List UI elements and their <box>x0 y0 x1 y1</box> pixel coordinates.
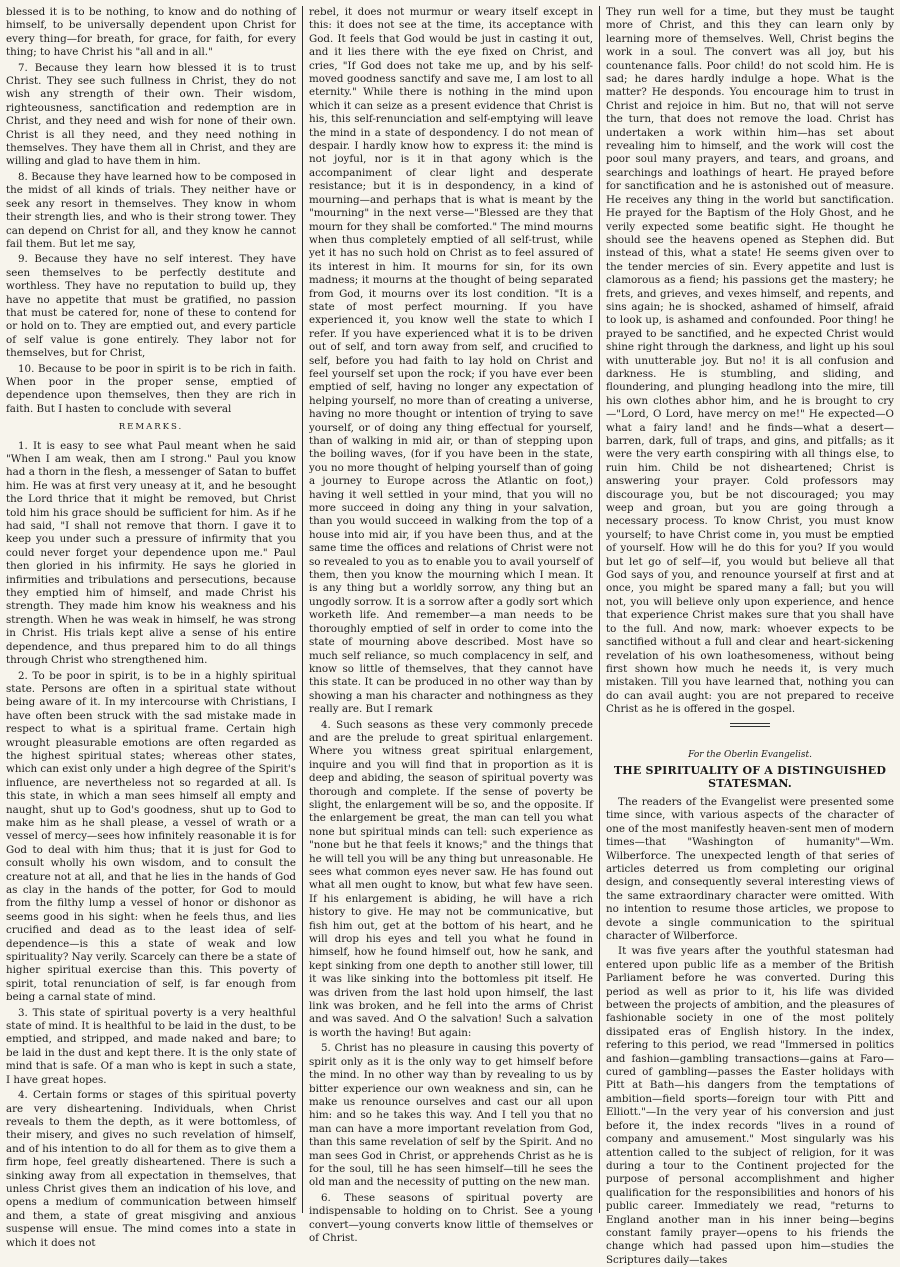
section-separator <box>730 723 770 727</box>
paragraph: They run well for a time, but they must be taught more of Christ, and this they can learn only by learning more of themselves. Well, Christ begins the work in a soul. The convert was all joy, but his countenance falls. Poor child! do not scold him. He is sad; he dares hardly indulge a hope. What is the matter? He desponds. You encourage him to trust in Christ and rejoice in him. But no, that will not serve the turn, that does not remove the load. Christ has undertaken a work within him—has set about revealing him to himself, and the work will cost the poor soul many prayers, and tears, and groans, and searchings and loathings of heart. He prayed before for sanctification and he is astonished out of measure. He receives any thing in the world but sanctification. He prayed for the Baptism of the Holy Ghost, and he verily expected some beatific sight. He thought he should see the heavens opened as Stephen did. But instead of this, what a state! He seems given over to the tender mercies of sin. Every appetite and lust is clamorous as a fiend; his passions get the mastery; he frets, and grieves, and vexes himself, and repents, and sins again; he is shocked, ashamed of himself, afraid to look up, is ashamed and confounded. Poor thing! he prayed to be sanctified, and he expected Christ would shine right through the darkness, and light up his soul with unutterable joy. But no! it is all confusion and darkness. He is stumbling, and sliding, and floundering, and plunging headlong into the mire, till his own clothes abhor him, and he is brought to cry—"Lord, O Lord, have mercy on me!" He expected—O what a fairy land! and he finds—what a desert—barren, dark, full of traps, and gins, and pitfalls; as it were the very earth conspiring with all things else, to ruin him. Child be not disheartened; Christ is answering your prayer. Cold professors may discourage you, but be not discouraged; you may weep and groan, but you are going through a necessary process. To know Christ, you must know yourself; to have Christ come in, you must be emptied of yourself. How will he do this for you? If you would but let go of self—if, you would but believe all that God says of you, and renounce yourself at first and at once, you might be spared many a fall; but you will not, you will believe only upon experience, and hence that experience Christ makes sure that you shall have to the full. And now, mark: whoever expects to be sanctified without a full and clear and heart-sickening revelation of his own loathesomeness, without being first shown how much he needs it, is very much mistaken. Till you have learned that, nothing you can do can avail aught: you are not prepared to receive Christ as he is offered in the gospel. <box>606 6 894 716</box>
remarks-heading: REMARKS. <box>118 422 184 433</box>
paragraph: 5. Christ has no pleasure in causing this poverty of spirit only as it is the only way to get himself before the mind. In no other way than by revealing to us by bitter experience our own weakness and sin, can he make us renounce ourselves and cast our all upon him: and so he takes this way. And I tell you that no man can have a more important revelation from God, than this same revelation of self by the Spirit. And no man sees God in Christ, or apprehends Christ as he is for the soul, till he has seen himself—till he sees the old man and the necessity of putting on the new man. <box>308 1042 593 1189</box>
paragraph: blessed it is to be nothing, to know and do nothing of himself, to be universally dependent upon Christ for every thing—for breath, for grace, for faith, for every thing; to have Christ his "all and in all." <box>6 6 296 59</box>
paragraph: 8. Because they have learned how to be composed in the midst of all kinds of trials. They neither have or seek any resort in themselves. They know in whom their strength lies, and who is their strong tower. They can depend on Christ for all, and they know he cannot fail them. But let me say, <box>6 170 296 250</box>
paragraph: 4. Certain forms or stages of this spiritual poverty are very disheartening. Individuals, when Christ reveals to them the depth, as it were bottomless, of their misery, and gives no such revelation of himself, and of his intention to do all for them as to give them a firm hope, feel greatly disheartened. There is such a sinking away from all expectation in themselves, that unless Christ gives them an indication of his love, and opens a medium of communication between himself and them, a state of great misgiving and anxious suspense will ensue. The mind comes into a state in which it does not <box>6 1089 296 1249</box>
paragraph: 7. Because they learn how blessed it is to trust Christ. They see such fullness in Christ, they do not wish any strength of their own. Their wisdom, righteousness, sanctification and redemption are in Christ, and they need and wish for none of their own. Christ is all they need, and they need nothing in themselves. They have them all in Christ, and they are willing and glad to have them in him. <box>6 61 296 168</box>
column-1 <box>6 6 302 1249</box>
paragraph: 9. Because they have no self interest. They have seen themselves to be perfectly destitute and worthless. They have no reputation to build up, they have no appetite that must be gratified, no passion that must be catered for, none of these to contend for or hold on to. They are emptied out, and every particle of self value is gone entirely. They labor not for themselves, but for Christ, <box>6 253 296 360</box>
paragraph: 6. These seasons of spiritual poverty are indispensable to holding on to Christ. See a young convert—young converts know little of themselves or of Christ. <box>308 1191 593 1244</box>
column-2 <box>303 6 599 1244</box>
paragraph: 2. To be poor in spirit, is to be in a highly spiritual state. Persons are often in a spiritual state without being aware of it. In my intercourse with Christians, I have often been struck with the sad mistake made in respect to what is a spiritual frame. Certain high wrought pleasurable emotions are often regarded as the highest spiritual states; whereas other states, which can exist only under a high degree of the Spirit's influence, are nevertheless not so regarded at all. Is this state, in which a man sees himself all empty and naught, shut up to God's goodness, shut up to God to make him as he shall please, a vessel of wrath or a vessel of mercy—sees how infinitely reasonable it is for God to deal with him thus; that it is just for God to consult wholly his own wisdom, and to consult the creature not at all, and that he lies in the hands of God as clay in the hands of the potter, for God to mould from the filthy lump a vessel of honor or dishonor as seems good in his sight: when he feels thus, and lies crucified and dead as to the least idea of self-dependence—is this a state of weak and low spirituality? Nay verily. Scarcely can there be a state of higher spiritual exercise than this. This poverty of spirit, total renunciation of self, is far enough from being a carnal state of mind. <box>6 669 296 1004</box>
paragraph: rebel, it does not murmur or weary itself except in this: it does not see at the time, its acceptance with God. It feels that God would be just in casting it out, and it lies there with the eye fixed on Christ, and cries, "If God does not take me up, and by his self-moved goodness sanctify and save me, I am lost to all eternity." While there is nothing in the mind upon which it can seize as a present evidence that Christ is his, this self-renunciation and self-emptying will leave the mind in a state of despondency. I do not mean of despair. I hardly know how to express it: the mind is not joyful, nor is it in that agony which is the accompaniment of clear light and desperate resistance; but it is in despondency, in a kind of mourning—and perhaps that is what is meant by the "mourning" in the next verse—"Blessed are they that mourn for they shall be comforted." The mind mourns when thus completely emptied of all self-trust, while yet it has no such hold on Christ as to feel assured of its interest in him. It mourns for sin, for its own madness; it mourns at the thought of being separated from God, it mourns over its lost condition. "It is a state of most perfect mourning. If you have experienced it, you know well the state to which I refer. If you have experienced what it is to be driven out of self, and torn away from self, and crucified to self, before you had faith to lay hold on Christ and feel yourself set upon the rock; if you have ever been emptied of self, having no longer any expectation of helping yourself, no more than of creating a universe, having no more thought or intention of trying to save yourself, or of doing any thing effectual for yourself, than of walking in mid air, or than of stepping upon the boiling waves, (for if you have been in the state, you no more thought of helping yourself than of going a journey to Europe across the Atlantic on foot,) having it well settled in your mind, that you will no more succeed in doing any thing in your salvation, than you would succeed in walking from the top of a house into mid air, if you have been thus, and at the same time the offices and relations of Christ were not so revealed to you as to enable you to avail yourself of them, then you know the mourning which I mean. It is any thing but a worldly sorrow, any thing but an ungodly sorrow. It is a sorrow after a godly sort which worketh life. And remember—a man needs to be thoroughly emptied of self in order to come into the state of mourning above described. Most have so much self reliance, so much complacency in self, and know so little of themselves, that they cannot have this state. It can be produced in no other way than by showing a man his character and nothingness as they really are. But I remark <box>308 6 593 716</box>
paragraph: 10. Because to be poor in spirit is to be rich in faith. When poor in the proper sense, emptied of dependence upon themselves, then they are rich in faith. But I hasten to conclude with several <box>6 362 296 415</box>
paragraph: 1. It is easy to see what Paul meant when he said "When I am weak, then am I strong." Paul you know had a thorn in the flesh, a messenger of Satan to buffet him. He was at first very uneasy at it, and he besought the Lord thrice that it might be removed, but Christ told him his grace should be sufficient for him. As if he had said, "I shall not remove that thorn. I gave it to keep you under such a pressure of infirmity that you could never forget your dependence upon me." Paul then gloried in his infirmity. He says he gloried in infirmities and tribulations and persecutions, because they emptied him of himself, and made Christ his strength. They made him know his weakness and his strength. When he was weak in himself, he was strong in Christ. His trials kept alive a sense of his entire dependence, and thus prepared him to do all things through Christ who strengthened him. <box>6 439 296 667</box>
paragraph: 4. Such seasons as these very commonly precede and are the prelude to great spiritual enlargement. Where you witness great spiritual enlargement, inquire and you will find that in proportion as it is deep and abiding, the season of spiritual poverty was thorough and complete. If the sense of poverty be slight, the enlargement will be so, and the opposite. If the enlargement be great, the man can tell you what none but spiritual minds can tell: such experience as "none but he that feels it knows;" and the things that he will tell you will be any thing but unreasonable. He sees what common eyes never saw. He has found out what all men ought to know, but what few have seen. If his enlargement is abiding, he will have a rich history to give. He may not be communicative, but fish him out, get at the bottom of his heart, and he will drop his eyes and tell you what he found in himself, how he found himself out, how he sank, and kept sinking from one depth to another still lower, till it was like sinking into the bottomless pit itself. He was driven from the last hold upon himself, the last link was broken, and he fell into the arms of Christ and was saved. And O the salvation! Such a salvation is worth the having! But again: <box>308 718 593 1039</box>
paragraph: The readers of the Evangelist were presented some time since, with various aspects of the character of one of the most manifestly heaven-sent men of modern times—that "Washington of humanity"—Wm. Wilberforce. The unexpected length of that series of articles deterred us from completing our original design, and consequently several interesting views of the same extraordinary character were omitted. With no intention to resume those articles, we propose to devote a single communication to the spiritual character of Wilberforce. <box>606 795 894 942</box>
article-title: THE SPIRITUALITY OF A DISTINGUISHED STATESMAN. <box>613 763 887 790</box>
article-source: For the Oberlin Evangelist. <box>688 749 812 760</box>
paragraph: It was five years after the youthful statesman had entered upon public life as a member of the British Parliament before he was converted. During this period as well as prior to it, his life was divided between the projects of ambition, and the pleasures of fashionable society in one of the most politely dissipated eras of English history. In the index, refering to this period, we read "Immersed in politics and fashion—gambling transactions—gains at Faro—cured of gambling—passes the Easter holidays with Pitt at Bath—his dangers from the temptations of ambition—field sports—foreign tour with Pitt and Elliott."—In the very year of his conversion and just before it, the index records "lives in a round of company and amusement." Most singularly was his attention called to the subject of religion, for it was during a tour to the Continent projected for the purpose of personal accomplishment and higher qualification for the responsibilities and honors of his public career. Immediately we read, "returns to England another man in his inner being—begins constant family prayer—opens to his friends the change which had passed upon him—studies the Scriptures daily—takes <box>606 945 894 1266</box>
column-3 <box>600 6 896 1266</box>
paragraph: 3. This state of spiritual poverty is a very healthful state of mind. It is healthful to be laid in the dust, to be emptied, and stripped, and made naked and bare; to be laid in the dust and kept there. It is the only state of mind that is safe. Of a man who is kept in such a state, I have great hopes. <box>6 1006 296 1086</box>
